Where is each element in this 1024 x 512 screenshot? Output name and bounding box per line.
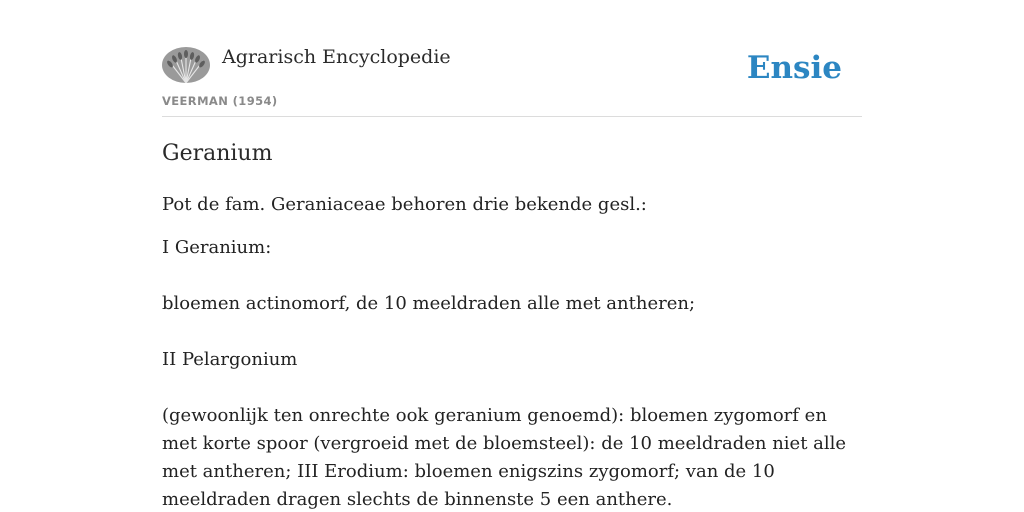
book-header (162, 44, 862, 117)
entry-content (162, 138, 862, 512)
entry-paragraph: II Pelargonium (162, 349, 298, 370)
book-author: VEERMAN (1954) (162, 94, 278, 108)
entry-paragraph: bloemen actinomorf, de 10 meeldraden alle met antheren; (162, 293, 696, 314)
wheat-sheaf-icon[interactable] (162, 47, 210, 83)
entry-paragraph: (gewoonlijk ten onrechte ook geranium genoemd): bloemen zygomorf en met korte spoor (vergroeid met de bloemsteel): de 10 meeldraden niet alle met antheren; III Erodium: bloemen enigszins zygomorf; van de 10 meeldraden dragen slechts de binnenste 5 een anthere. (162, 405, 847, 510)
entry-title: Geranium (162, 141, 273, 166)
ensie-logo-link[interactable]: Ensie (746, 50, 842, 86)
entry-paragraph: Pot de fam. Geraniaceae behoren drie bekende gesl.: (162, 194, 647, 215)
book-title[interactable]: Agrarisch Encyclopedie (222, 46, 451, 68)
entry-paragraph: I Geranium: (162, 237, 272, 258)
